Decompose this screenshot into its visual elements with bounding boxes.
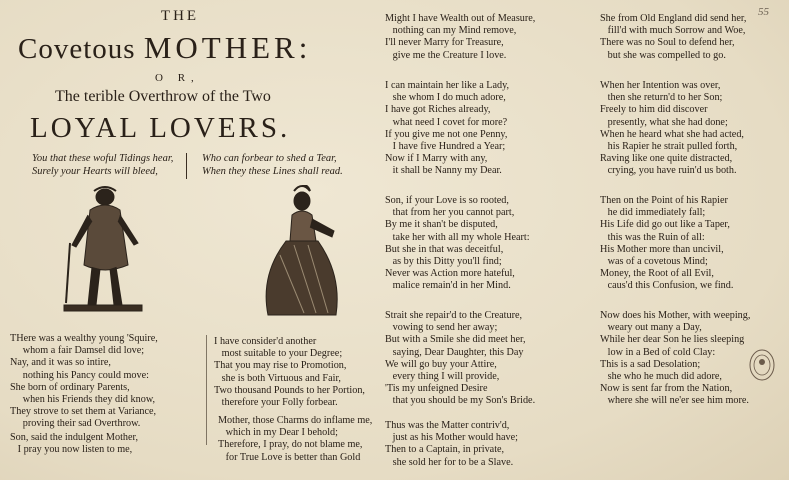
lady-woodcut-icon: [266, 185, 337, 315]
verse-c1a: THere was a wealthy young 'Squire, whom a fair Damsel did love; Nay, and it was so intire, nothing his Pancy could move: She born of ordinary Parents, when his Friends they did know, They strove to set them at Variance, proving their sad Overthrow.: [10, 333, 158, 430]
title-the: THE: [160, 8, 200, 24]
library-stamp-icon: [748, 348, 776, 382]
verse-c4b: When her Intention was over, then she return'd to her Son; Freely to him did discover presently, what she had done; When he heard what she had acted, his Rapier he strait pulled forth, Raving like one quite distracted, crying, you have ruin'd us both.: [600, 80, 744, 177]
title-covetous: Covetous: [18, 33, 136, 65]
title-subtitle: The terible Overthrow of the Two: [55, 88, 271, 105]
verse-c2b: Mother, those Charms do inflame me, which in my Dear I behold; Therefore, I pray, do not blame me, for True Love is better than Gold: [218, 415, 373, 463]
epigraph-divider: [186, 153, 187, 179]
epigraph-left: You that these woful Tidings hear, Surely your Hearts will bleed,: [32, 153, 174, 177]
verse-c1b: Son, said the indulgent Mother, I pray you now listen to me,: [10, 432, 139, 456]
verse-c3b: I can maintain her like a Lady, she whom I do much adore, I have got Riches already, what need I covet for more? If you give me not one Penny, I have five Hundred a Year; Now if I Marry with any, it shall be Nanny my Dear.: [385, 80, 510, 177]
verse-c4d: Now does his Mother, with weeping, weary out many a Day, While her dear Son he lies sleeping low in a Bed of cold Clay: This is a sad Desolation; she who he much did adore, Now is sent far from the Nation, where she will ne'er see him more.: [600, 310, 751, 407]
verse-c3a: Might I have Wealth out of Measure, nothing can my Mind remove, I'll never Marry for Treasure, give me the Creature I love.: [385, 13, 536, 61]
title-loyal-lovers: LOYAL LOVERS.: [30, 112, 291, 144]
verse-c2a: I have consider'd another most suitable to your Degree; That you may rise to Promotion, she is both Virtuous and Fair, Two thousand Pounds to her Portion, therefore your Folly forbear.: [214, 336, 365, 409]
woodcut-illustrations: [50, 185, 350, 330]
title-mother: MOTHER:: [143, 30, 312, 65]
epigraph-right: Who can forbear to shed a Tear, When they these Lines shall read.: [202, 153, 343, 177]
verse-c3c: Son, if your Love is so rooted, that from her you cannot part, By me it shan't be disputed, take her with all my whole Heart: But she in that was deceitful, as by this Ditty you'll find; Never was Action more hateful, malice remain'd in her Mind.: [385, 195, 530, 292]
title-covetous-mother: [18, 30, 311, 66]
title-or: O R,: [155, 72, 200, 84]
verse-c4c: Then on the Point of his Rapier he did immediately fall; His Life did go out like a Taper, this was the Ruin of all: His Mother more than uncivil, was of a covetous Mind; Money, the Root of all Evil, caus'd this Confusion, we find.: [600, 195, 734, 292]
verse-c4a: She from Old England did send her, fill'd with much Sorrow and Woe, There was no Soul to defend her, but she was compelled to go.: [600, 13, 747, 61]
verse-c3d: Strait she repair'd to the Creature, vowing to send her away; But with a Smile she did meet her, saying, Dear Daughter, this Day We will go buy your Attire, every thing I will provide, 'Tis my unfeigned Desire that you should be my Son's Bride.: [385, 310, 536, 407]
pencil-mark: 55: [758, 6, 769, 18]
verse-c3e: Thus was the Matter contriv'd, just as his Mother would have; Then to a Captain, in private, she sold her for to be a Slave.: [385, 420, 518, 468]
gentleman-woodcut-icon: [64, 187, 142, 311]
column-divider: [206, 335, 207, 445]
